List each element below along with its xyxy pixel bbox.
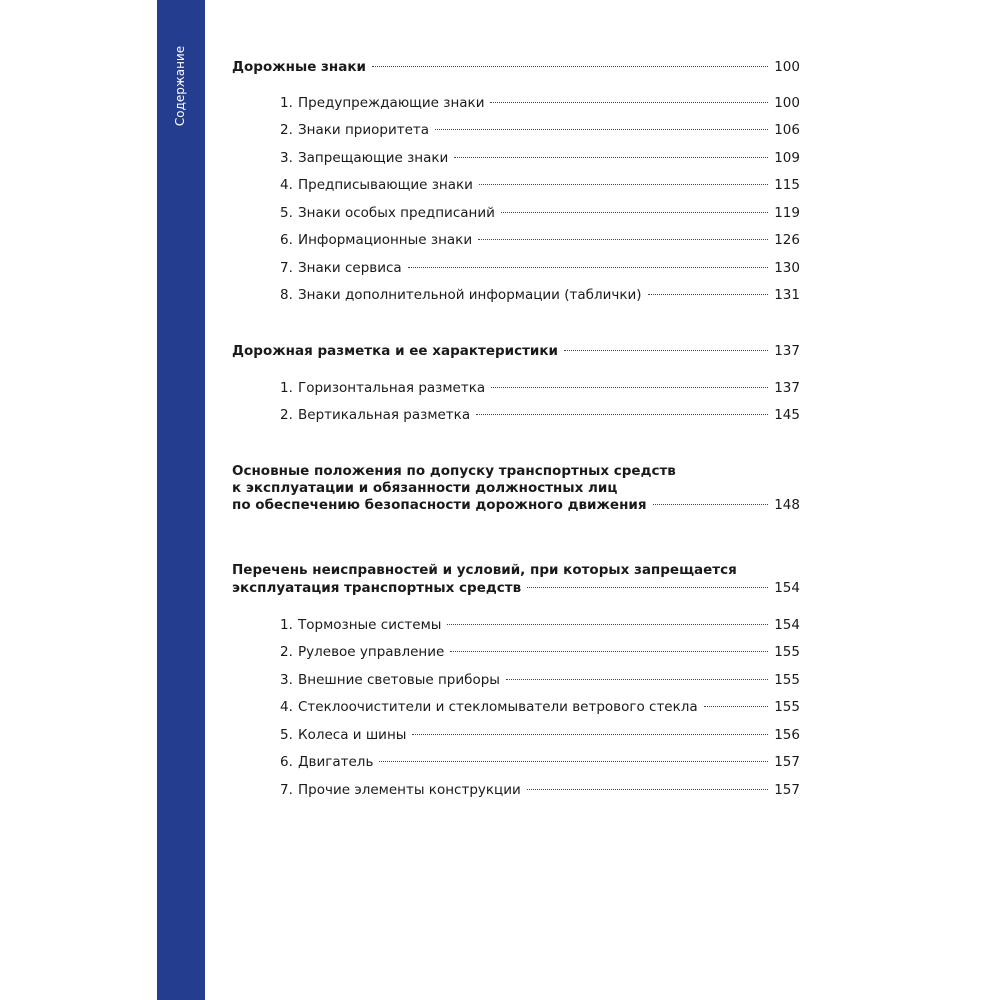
toc-item-number: 2. bbox=[280, 122, 293, 138]
toc-entry-title: Дорожные знаки bbox=[232, 59, 366, 75]
toc-page-number: 137 bbox=[774, 380, 800, 396]
dot-leader bbox=[412, 731, 768, 735]
toc-item-number: 1. bbox=[280, 95, 293, 111]
toc-item[interactable] bbox=[280, 148, 800, 168]
toc-section-title-line: Перечень неисправностей и условий, при которых запрещается bbox=[232, 562, 737, 578]
toc-entry-title: Колеса и шины bbox=[298, 727, 407, 743]
toc-entry-title: по обеспечению безопасности дорожного движения bbox=[232, 497, 647, 513]
toc-section-road-markings[interactable] bbox=[232, 341, 800, 361]
toc-entry-title: Знаки дополнительной информации (таблички) bbox=[298, 287, 642, 303]
toc-item-number: 1. bbox=[280, 380, 293, 396]
toc-item[interactable] bbox=[280, 615, 800, 635]
dot-leader bbox=[564, 347, 768, 351]
toc-page-number: 100 bbox=[774, 95, 800, 111]
dot-leader bbox=[704, 703, 769, 707]
toc-page-number: 157 bbox=[774, 754, 800, 770]
toc-item-number: 3. bbox=[280, 150, 293, 166]
dot-leader bbox=[447, 621, 768, 625]
dot-leader bbox=[506, 676, 768, 680]
toc-section-road-signs[interactable] bbox=[232, 57, 800, 77]
toc-item-number: 5. bbox=[280, 205, 293, 221]
toc-item-number: 8. bbox=[280, 287, 293, 303]
dot-leader bbox=[450, 648, 768, 652]
toc-page-number: 157 bbox=[774, 782, 800, 798]
toc-entry-title: Внешние световые приборы bbox=[298, 672, 500, 688]
toc-item[interactable] bbox=[280, 230, 800, 250]
toc-item[interactable] bbox=[280, 642, 800, 662]
dot-leader bbox=[435, 126, 768, 130]
toc-item-number: 2. bbox=[280, 407, 293, 423]
toc-page-number: 100 bbox=[774, 59, 800, 75]
toc-page-number: 115 bbox=[774, 177, 800, 193]
dot-leader bbox=[379, 758, 768, 762]
toc-entry-title: Двигатель bbox=[298, 754, 374, 770]
dot-leader bbox=[527, 786, 768, 790]
toc-item-number: 2. bbox=[280, 644, 293, 660]
toc-page-number: 156 bbox=[774, 727, 800, 743]
toc-entry-title: Горизонтальная разметка bbox=[298, 380, 486, 396]
toc-item[interactable] bbox=[280, 670, 800, 690]
toc-entry-title: Знаки приоритета bbox=[298, 122, 430, 138]
toc-entry-title: Предписывающие знаки bbox=[298, 177, 473, 193]
toc-section-title-line: к эксплуатации и обязанности должностных лиц bbox=[232, 480, 618, 496]
dot-leader bbox=[653, 501, 769, 505]
dot-leader bbox=[476, 411, 768, 415]
dot-leader bbox=[454, 154, 768, 158]
toc-page-number: 154 bbox=[774, 617, 800, 633]
dot-leader bbox=[372, 63, 768, 67]
toc-entry-title: Рулевое управление bbox=[298, 644, 445, 660]
dot-leader bbox=[648, 291, 769, 295]
toc-page-number: 126 bbox=[774, 232, 800, 248]
toc-page-number: 154 bbox=[774, 580, 800, 596]
toc-entry-title: Дорожная разметка и ее характеристики bbox=[232, 343, 559, 359]
toc-page-number: 148 bbox=[774, 497, 800, 513]
dot-leader bbox=[408, 264, 769, 268]
toc-item[interactable] bbox=[280, 697, 800, 717]
toc-entry-title: Вертикальная разметка bbox=[298, 407, 471, 423]
toc-entry-title: Прочие элементы конструкции bbox=[298, 782, 521, 798]
sidebar-label: Содержание bbox=[173, 45, 187, 127]
toc-entry-title: эксплуатация транспортных средств bbox=[232, 580, 522, 596]
toc-item[interactable] bbox=[280, 405, 800, 425]
dot-leader bbox=[479, 181, 768, 185]
dot-leader bbox=[527, 584, 768, 588]
toc-section-malfunctions[interactable] bbox=[232, 578, 800, 598]
toc-item-number: 7. bbox=[280, 782, 293, 798]
toc-item-number: 5. bbox=[280, 727, 293, 743]
toc-page-number: 106 bbox=[774, 122, 800, 138]
toc-section-title-line: Основные положения по допуску транспортных средств bbox=[232, 463, 676, 479]
dot-leader bbox=[491, 384, 768, 388]
toc-page-number: 131 bbox=[774, 287, 800, 303]
toc-item[interactable] bbox=[280, 203, 800, 223]
toc-item[interactable] bbox=[280, 780, 800, 800]
dot-leader bbox=[501, 209, 768, 213]
dot-leader bbox=[490, 99, 768, 103]
toc-item[interactable] bbox=[280, 725, 800, 745]
toc-item[interactable] bbox=[280, 175, 800, 195]
toc-page-number: 109 bbox=[774, 150, 800, 166]
toc-item-number: 1. bbox=[280, 617, 293, 633]
toc-page-number: 155 bbox=[774, 672, 800, 688]
toc-page-number: 155 bbox=[774, 699, 800, 715]
toc-item-number: 4. bbox=[280, 699, 293, 715]
dot-leader bbox=[478, 236, 768, 240]
toc-item-number: 6. bbox=[280, 232, 293, 248]
toc-item[interactable] bbox=[280, 120, 800, 140]
toc-section-vehicle-admission[interactable] bbox=[232, 495, 800, 515]
toc-entry-title: Стеклоочистители и стекломыватели ветрового стекла bbox=[298, 699, 698, 715]
toc-page-number: 155 bbox=[774, 644, 800, 660]
toc-entry-title: Знаки особых предписаний bbox=[298, 205, 495, 221]
toc-entry-title: Предупреждающие знаки bbox=[298, 95, 485, 111]
toc-page-number: 137 bbox=[774, 343, 800, 359]
toc-page-number: 145 bbox=[774, 407, 800, 423]
toc-item-number: 6. bbox=[280, 754, 293, 770]
toc-entry-title: Информационные знаки bbox=[298, 232, 473, 248]
toc-item[interactable] bbox=[280, 258, 800, 278]
toc-entry-title: Тормозные системы bbox=[298, 617, 442, 633]
toc-item[interactable] bbox=[280, 752, 800, 772]
toc-item-number: 7. bbox=[280, 260, 293, 276]
toc-item-number: 4. bbox=[280, 177, 293, 193]
toc-item[interactable] bbox=[280, 378, 800, 398]
toc-entry-title: Знаки сервиса bbox=[298, 260, 402, 276]
toc-page-number: 119 bbox=[774, 205, 800, 221]
toc-entry-title: Запрещающие знаки bbox=[298, 150, 449, 166]
toc-item[interactable] bbox=[280, 93, 800, 113]
toc-item[interactable] bbox=[280, 285, 800, 305]
sidebar-band bbox=[157, 0, 205, 1000]
toc-page-number: 130 bbox=[774, 260, 800, 276]
toc-item-number: 3. bbox=[280, 672, 293, 688]
